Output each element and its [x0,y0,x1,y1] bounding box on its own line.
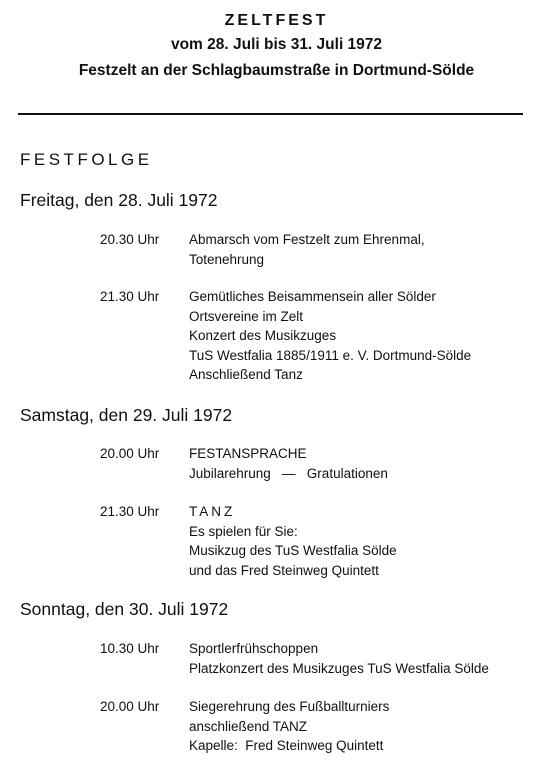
event-line: Ortsvereine im Zelt [189,308,304,324]
day-title-sunday: Sonntag, den 30. Juli 1972 [20,599,229,619]
event-line: Kapelle: Fred Steinweg Quintett [189,738,384,753]
event-time: 21.30 Uhr [100,504,160,519]
event-time: 20.00 Uhr [100,699,160,714]
event-line: Es spielen für Sie: [189,523,298,539]
event-description [189,444,388,483]
event-line: TuS Westfalia 1885/1911 e. V. Dortmund-Sölde [189,347,472,363]
event-time: 20.30 Uhr [100,232,160,247]
event-description [189,502,397,580]
event-line: Platzkonzert des Musikzuges TuS Westfalia Sölde [189,660,489,676]
event-location: Festzelt an der Schlagbaumstraße in Dortmund-Sölde [78,62,475,79]
event-line: Abmarsch vom Festzelt zum Ehrenmal, [189,232,425,247]
event-time: 20.00 Uhr [100,446,160,461]
event-line: Totenehrung [189,251,265,267]
day-title-friday: Freitag, den 28. Juli 1972 [20,190,218,210]
event-line: Sportlerfrühschoppen [189,641,319,656]
header-divider [18,113,523,115]
event-line: FESTANSPRACHE [189,446,307,461]
section-title: FESTFOLGE [20,150,153,169]
event-title: ZELTFEST [224,12,329,29]
event-time: 21.30 Uhr [100,289,160,304]
event-line: TANZ [189,504,236,519]
event-line: Musikzug des TuS Westfalia Sölde [189,543,397,558]
event-line: Anschließend Tanz [189,367,303,382]
event-line: anschließend TANZ [189,718,308,734]
event-line: Siegerehrung des Fußballturniers [189,699,390,714]
event-dates: vom 28. Juli bis 31. Juli 1972 [170,36,383,53]
event-line: Konzert des Musikzuges [189,328,337,343]
day-title-saturday: Samstag, den 29. Juli 1972 [20,405,233,425]
event-description [189,639,489,678]
event-description [189,230,425,269]
header [0,10,553,84]
event-line: und das Fred Steinweg Quintett [189,562,379,578]
event-description [189,697,389,756]
event-line: Jubilarehrung — Gratulationen [189,465,388,481]
event-line: Gemütliches Beisammensein aller Sölder [189,289,436,304]
event-time: 10.30 Uhr [100,641,160,656]
event-description [189,287,471,385]
